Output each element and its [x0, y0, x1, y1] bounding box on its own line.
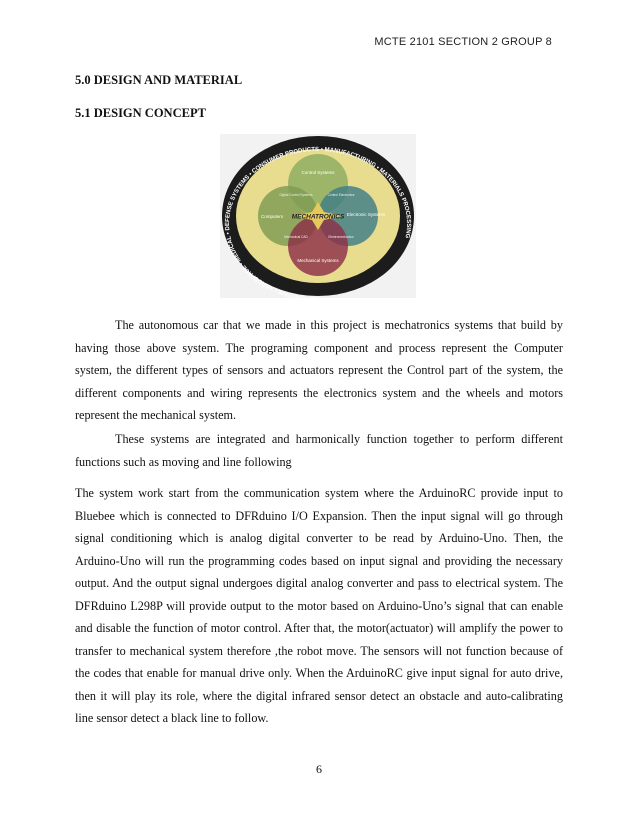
paragraph-integration: These systems are integrated and harmonically function together to perform different functions such as moving and line following — [75, 432, 563, 469]
control-systems-label: Control Systems — [301, 170, 335, 175]
section-heading: 5.0 DESIGN AND MATERIAL — [75, 73, 243, 87]
page-header: MCTE 2101 SECTION 2 GROUP 8 — [374, 36, 552, 48]
mechanical-systems-label: Mechanical Systems — [297, 258, 339, 263]
page-number: 6 — [316, 762, 322, 776]
paragraph-design-concept: The autonomous car that we made in this project is mechatronics systems that build by having those above system. The programing component and process represent the Computer system, the different types of sensors and actuators represent the Control part of the system, the different components and wiring represents the electronics system and the wheels and motors represent the mechanical system. — [75, 318, 563, 422]
electronic-systems-label: Electronic Systems — [346, 212, 386, 217]
digital-control-label: Digital Control Systems — [279, 193, 313, 197]
electromechanics-label: Electromechanics — [328, 235, 354, 239]
computers-label: Computers — [260, 214, 284, 219]
mechanical-cad-label: Mechanical CAD — [284, 235, 308, 239]
paragraph-system-workflow: The system work start from the communication system where the ArduinoRC provide input to Bluebee which is connected to DFRduino I/O Expansion. Then the input signal will go through signal conditioning which is analog digital converter to be read by Arduino-Uno. Then, the Arduino-Uno will run the programming codes based on input signal and providing the necessary output. And the output signal undergoes digital analog converter and pass to electrical system. The DFRduino L298P will provide output to the motor based on Arduino-Uno’s signal that can enable and disable the function of motor control. After that, the motor(actuator) will amplify the power to transfer to mechanical system therefore ,the robot move. The sensors will not function because of the codes that enable for manual drive only. When the ArduinoRC give input signal for auto drive, then it will play its role, where the digital infrared sensor detect an obstacle and auto-calibrating line sensor detect a black line to follow. — [75, 486, 563, 725]
center-label: MECHATRONICS — [291, 213, 345, 221]
mechatronics-venn-svg — [220, 134, 416, 298]
mechatronics-diagram — [220, 134, 416, 298]
control-electronics-label: Control Electronics — [327, 193, 355, 197]
application-ring-text: AUTOMOTIVE • AEROSPACE • MEDICAL • DEFENSE SYSTEMS • CONSUMER PRODUCTS • MANUFACTURING • MATERIALS PROCESSING — [225, 146, 412, 298]
subsection-heading: 5.1 DESIGN CONCEPT — [75, 106, 206, 120]
